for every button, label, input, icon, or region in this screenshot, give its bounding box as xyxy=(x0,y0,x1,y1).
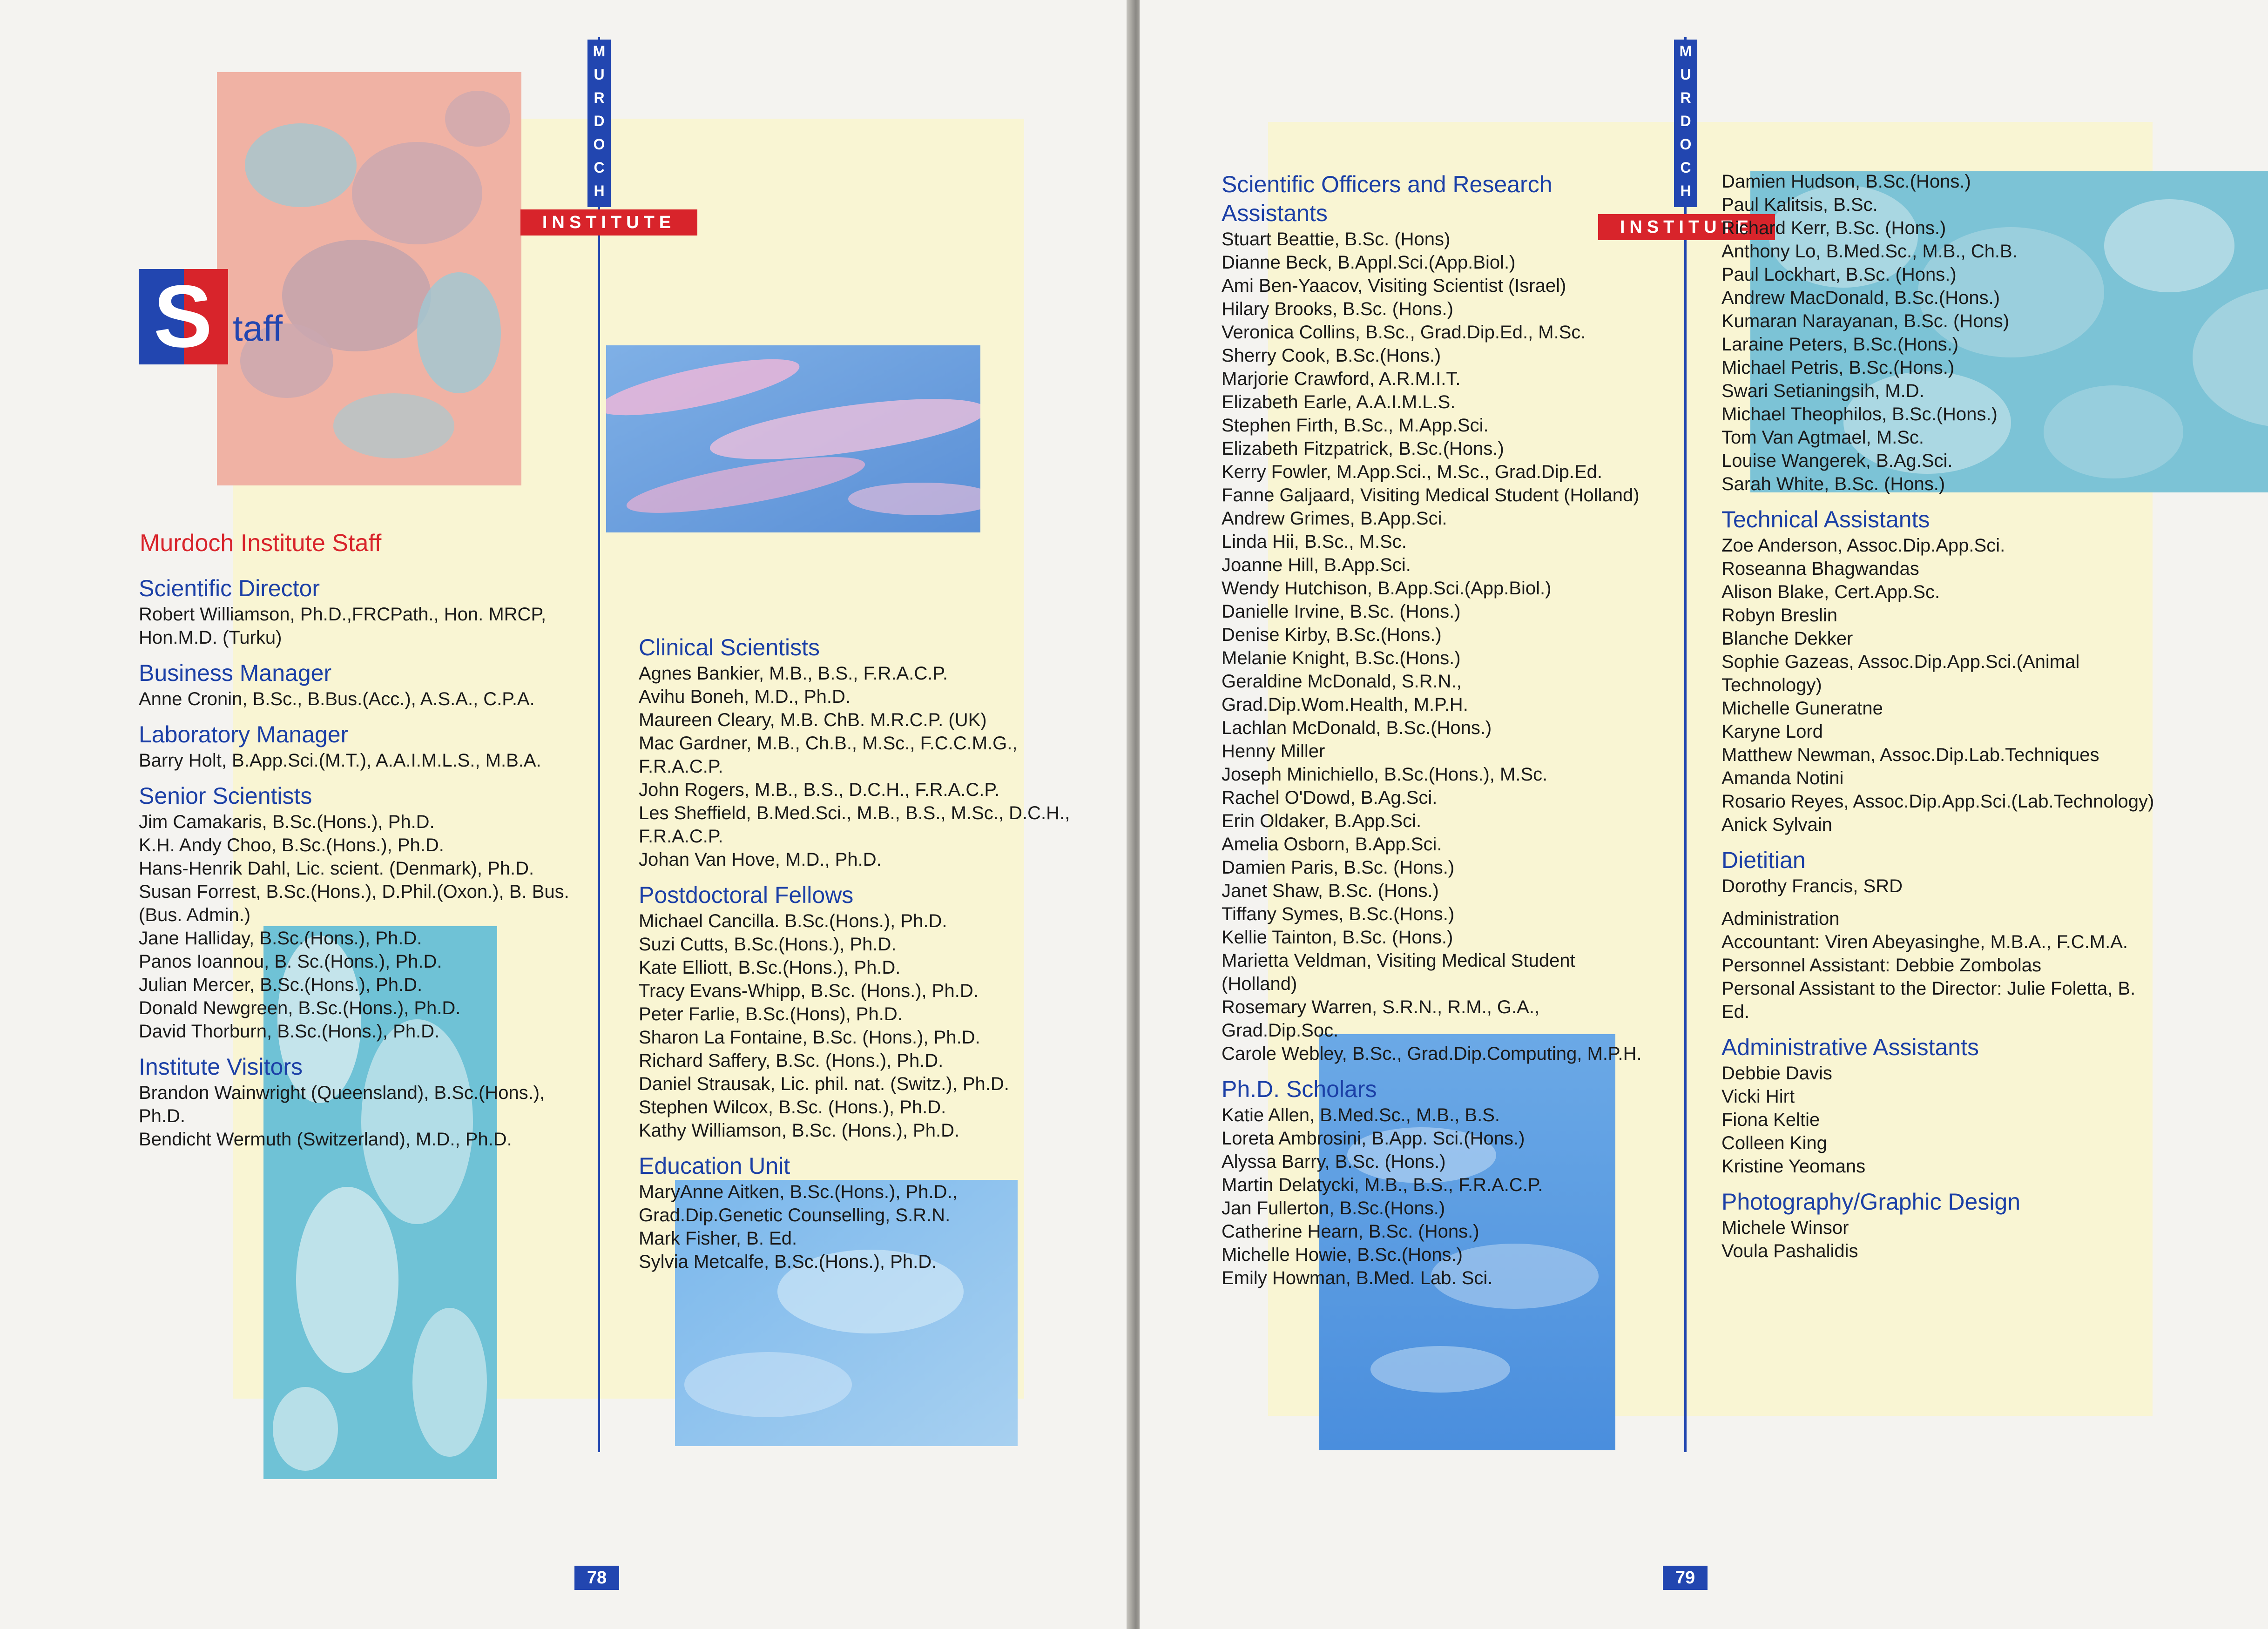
text-line: Grad.Dip.Wom.Health, M.P.H. xyxy=(1222,694,1468,715)
text-line: Fiona Keltie xyxy=(1721,1110,1820,1130)
heading-scientific-director: Scientific Director xyxy=(139,575,320,601)
text-line: Kate Elliott, B.Sc.(Hons.), Ph.D. xyxy=(639,957,901,978)
text-line: Janet Shaw, B.Sc. (Hons.) xyxy=(1222,881,1439,901)
text-line: Personnel Assistant: Debbie Zombolas xyxy=(1721,955,2042,976)
text-line: Accountant: Viren Abeyasinghe, M.B.A., F.C.M.A. xyxy=(1721,932,2128,952)
text-line: Hilary Brooks, B.Sc. (Hons.) xyxy=(1222,299,1453,319)
heading-photography-graphic-design: Photography/Graphic Design xyxy=(1721,1189,2021,1215)
text-line: Tom Van Agtmael, M.Sc. xyxy=(1721,427,1924,448)
text-line: Marjorie Crawford, A.R.M.I.T. xyxy=(1222,369,1461,389)
page-number-left: 78 xyxy=(574,1566,619,1590)
text-line: Denise Kirby, B.Sc.(Hons.) xyxy=(1222,625,1442,645)
heading-scientific-officers: Scientific Officers and Research xyxy=(1222,171,1552,197)
text-line: Hon.M.D. (Turku) xyxy=(139,627,282,648)
text-line: Administration xyxy=(1721,909,1840,929)
text-line: Blanche Dekker xyxy=(1721,628,1853,649)
text-line: Suzi Cutts, B.Sc.(Hons.), Ph.D. xyxy=(639,934,897,955)
text-line: Andrew Grimes, B.App.Sci. xyxy=(1222,508,1447,529)
text-line: Stephen Wilcox, B.Sc. (Hons.), Ph.D. xyxy=(639,1097,946,1117)
institute-banner: INSTITUTE xyxy=(520,209,697,236)
right-column-2 xyxy=(1721,170,2154,1263)
text-line: Alison Blake, Cert.App.Sc. xyxy=(1721,582,1940,602)
text-line: Robert Williamson, Ph.D.,FRCPath., Hon. MRCP, xyxy=(139,604,547,625)
text-line: Roseanna Bhagwandas xyxy=(1721,559,1919,579)
text-line: Jane Halliday, B.Sc.(Hons.), Ph.D. xyxy=(139,928,422,949)
text-line: Anne Cronin, B.Sc., B.Bus.(Acc.), A.S.A., C.P.A. xyxy=(139,689,535,709)
text-line: Mac Gardner, M.B., Ch.B., M.Sc., F.C.C.M.G., xyxy=(639,733,1018,754)
text-line: Brandon Wainwright (Queensland), B.Sc.(Hons.), xyxy=(139,1083,545,1103)
staff-title-rest: taff xyxy=(233,308,283,349)
text-line: Sylvia Metcalfe, B.Sc.(Hons.), Ph.D. xyxy=(639,1252,937,1272)
text-line: Anthony Lo, B.Med.Sc., M.B., Ch.B. xyxy=(1721,241,2018,262)
text-line: Matthew Newman, Assoc.Dip.Lab.Techniques xyxy=(1721,745,2099,765)
heading-senior-scientists: Senior Scientists xyxy=(139,783,312,809)
text-line: Julian Mercer, B.Sc.(Hons.), Ph.D. xyxy=(139,975,423,995)
text-line: Agnes Bankier, M.B., B.S., F.R.A.C.P. xyxy=(639,663,948,684)
text-line: (Holland) xyxy=(1222,974,1297,994)
text-line: Michael Cancilla. B.Sc.(Hons.), Ph.D. xyxy=(639,911,947,931)
institute-banner: INSTITUTE xyxy=(1598,214,1775,240)
sky-pink-image xyxy=(606,345,980,532)
text-line: Michelle Guneratne xyxy=(1721,698,1883,719)
text-line: Loreta Ambrosini, B.App. Sci.(Hons.) xyxy=(1222,1128,1525,1149)
text-line: F.R.A.C.P. xyxy=(639,826,723,847)
heading-administrative-assistants: Administrative Assistants xyxy=(1721,1034,1979,1060)
text-line: Paul Kalitsis, B.Sc. xyxy=(1721,195,1878,215)
text-line: MaryAnne Aitken, B.Sc.(Hons.), Ph.D., xyxy=(639,1182,958,1202)
text-line: Vicki Hirt xyxy=(1721,1086,1795,1107)
text-line: Rosario Reyes, Assoc.Dip.App.Sci.(Lab.Technology) xyxy=(1721,791,2154,812)
page-number-right: 79 xyxy=(1663,1566,1708,1590)
text-line: John Rogers, M.B., B.S., D.C.H., F.R.A.C.P. xyxy=(639,780,1000,800)
text-line: Daniel Strausak, Lic. phil. nat. (Switz.), Ph.D. xyxy=(639,1074,1009,1094)
text-line: (Bus. Admin.) xyxy=(139,905,251,925)
text-line: Rachel O'Dowd, B.Ag.Sci. xyxy=(1222,788,1438,808)
text-line: Panos Ioannou, B. Sc.(Hons.), Ph.D. xyxy=(139,951,442,972)
text-line: Carole Webley, B.Sc., Grad.Dip.Computing, M.P.H. xyxy=(1222,1043,1642,1064)
text-line: Stephen Firth, B.Sc., M.App.Sci. xyxy=(1222,415,1489,436)
heading-technical-assistants: Technical Assistants xyxy=(1721,506,1930,532)
text-line: Stuart Beattie, B.Sc. (Hons) xyxy=(1222,229,1451,249)
text-line: Karyne Lord xyxy=(1721,721,1823,742)
text-line: Richard Saffery, B.Sc. (Hons.), Ph.D. xyxy=(639,1050,944,1071)
left-column-1 xyxy=(139,574,569,1151)
text-line: Michelle Howie, B.Sc.(Hons.) xyxy=(1222,1245,1463,1265)
text-line: Catherine Hearn, B.Sc. (Hons.) xyxy=(1222,1221,1479,1242)
staff-initial: S xyxy=(153,267,213,366)
text-line: Andrew MacDonald, B.Sc.(Hons.) xyxy=(1721,288,2000,308)
text-line: Rosemary Warren, S.R.N., R.M., G.A., xyxy=(1222,997,1540,1017)
masthead-vertical-line xyxy=(1684,37,1687,1452)
text-line: Kerry Fowler, M.App.Sci., M.Sc., Grad.Dip.Ed. xyxy=(1222,462,1603,482)
heading-phd-scholars: Ph.D. Scholars xyxy=(1222,1076,1377,1102)
text-line: Grad.Dip.Genetic Counselling, S.R.N. xyxy=(639,1205,951,1225)
text-line: Kellie Tainton, B.Sc. (Hons.) xyxy=(1222,927,1453,948)
text-line: Jan Fullerton, B.Sc.(Hons.) xyxy=(1222,1198,1445,1218)
masthead-vertical-line xyxy=(598,37,600,1452)
text-line: Melanie Knight, B.Sc.(Hons.) xyxy=(1222,648,1461,668)
text-line: Technology) xyxy=(1721,675,1822,695)
text-line: Paul Lockhart, B.Sc. (Hons.) xyxy=(1721,264,1957,285)
text-line: Elizabeth Earle, A.A.I.M.L.S. xyxy=(1222,392,1456,412)
text-line: Dianne Beck, B.Appl.Sci.(App.Biol.) xyxy=(1222,252,1516,273)
text-line: Anick Sylvain xyxy=(1721,814,1832,835)
text-line: Elizabeth Fitzpatrick, B.Sc.(Hons.) xyxy=(1222,438,1504,459)
heading-scientific-officers-cont: Assistants xyxy=(1222,200,1328,226)
text-line: Linda Hii, B.Sc., M.Sc. xyxy=(1222,532,1407,552)
text-line: Jim Camakaris, B.Sc.(Hons.), Ph.D. xyxy=(139,812,435,832)
text-line: Bendicht Wermuth (Switzerland), M.D., Ph.D. xyxy=(139,1129,512,1150)
text-line: Ph.D. xyxy=(139,1106,186,1126)
text-line: Henny Miller xyxy=(1222,741,1325,761)
text-line: David Thorburn, B.Sc.(Hons.), Ph.D. xyxy=(139,1021,440,1042)
text-line: Michael Petris, B.Sc.(Hons.) xyxy=(1721,357,1955,378)
text-line: Lachlan McDonald, B.Sc.(Hons.) xyxy=(1222,718,1492,738)
text-line: Kathy Williamson, B.Sc. (Hons.), Ph.D. xyxy=(639,1120,960,1141)
text-line: Susan Forrest, B.Sc.(Hons.), D.Phil.(Oxon.), B. Bus. xyxy=(139,882,569,902)
text-line: Danielle Irvine, B.Sc. (Hons.) xyxy=(1222,601,1461,622)
text-line: Johan Van Hove, M.D., Ph.D. xyxy=(639,849,882,870)
text-line: Dorothy Francis, SRD xyxy=(1721,876,1903,896)
heading-laboratory-manager: Laboratory Manager xyxy=(139,721,349,747)
right-page xyxy=(1140,0,2268,1629)
text-line: Voula Pashalidis xyxy=(1721,1241,1858,1261)
heading-education-unit: Education Unit xyxy=(639,1153,790,1179)
text-line: Katie Allen, B.Med.Sc., M.B., B.S. xyxy=(1222,1105,1500,1125)
left-column-2 xyxy=(639,633,1070,1273)
text-line: Kumaran Narayanan, B.Sc. (Hons) xyxy=(1721,311,2010,331)
text-line: Erin Oldaker, B.App.Sci. xyxy=(1222,811,1422,831)
text-line: Robyn Breslin xyxy=(1721,605,1838,626)
text-line: Les Sheffield, B.Med.Sci., M.B., B.S., M.Sc., D.C.H., xyxy=(639,803,1070,823)
heading-postdoctoral-fellows: Postdoctoral Fellows xyxy=(639,882,854,908)
text-line: Amelia Osborn, B.App.Sci. xyxy=(1222,834,1442,855)
text-line: Barry Holt, B.App.Sci.(M.T.), A.A.I.M.L.S., M.B.A. xyxy=(139,750,541,771)
text-line: Tiffany Symes, B.Sc.(Hons.) xyxy=(1222,904,1455,924)
text-line: Avihu Boneh, M.D., Ph.D. xyxy=(639,687,851,707)
text-line: Joanne Hill, B.App.Sci. xyxy=(1222,555,1411,575)
text-line: Martin Delatycki, M.B., B.S., F.R.A.C.P. xyxy=(1222,1175,1543,1195)
text-line: Wendy Hutchison, B.App.Sci.(App.Biol.) xyxy=(1222,578,1552,599)
text-line: F.R.A.C.P. xyxy=(639,756,723,777)
text-line: Hans-Henrik Dahl, Lic. scient. (Denmark), Ph.D. xyxy=(139,858,534,879)
text-line: Laraine Peters, B.Sc.(Hons.) xyxy=(1721,334,1959,355)
text-line: Fanne Galjaard, Visiting Medical Student (Holland) xyxy=(1222,485,1640,505)
text-line: Maureen Cleary, M.B. ChB. M.R.C.P. (UK) xyxy=(639,710,987,730)
heading-dietitian: Dietitian xyxy=(1721,847,1806,873)
text-line: Debbie Davis xyxy=(1721,1063,1832,1084)
text-line: Veronica Collins, B.Sc., Grad.Dip.Ed., M.Sc. xyxy=(1222,322,1586,343)
heading-business-manager: Business Manager xyxy=(139,660,332,686)
text-line: Swari Setianingsih, M.D. xyxy=(1721,381,1924,401)
text-line: Emily Howman, B.Med. Lab. Sci. xyxy=(1222,1268,1493,1288)
text-line: Michael Theophilos, B.Sc.(Hons.) xyxy=(1721,404,1998,424)
micrograph-pink-image xyxy=(217,72,521,485)
text-line: Ami Ben-Yaacov, Visiting Scientist (Israel) xyxy=(1222,276,1566,296)
text-line: Colleen King xyxy=(1721,1133,1827,1153)
section-title: Murdoch Institute Staff xyxy=(140,530,382,557)
murdoch-vertical-word: M U R D O C H xyxy=(1674,40,1697,207)
text-line: Richard Kerr, B.Sc. (Hons.) xyxy=(1721,218,1946,238)
text-line: Damien Hudson, B.Sc.(Hons.) xyxy=(1721,171,1971,192)
text-line: Tracy Evans-Whipp, B.Sc. (Hons.), Ph.D. xyxy=(639,981,979,1001)
text-line: Sherry Cook, B.Sc.(Hons.) xyxy=(1222,345,1441,366)
murdoch-vertical-word: M U R D O C H xyxy=(587,40,611,207)
text-line: Michele Winsor xyxy=(1721,1218,1849,1238)
text-line: Sophie Gazeas, Assoc.Dip.App.Sci.(Animal xyxy=(1721,652,2080,672)
text-line: Mark Fisher, B. Ed. xyxy=(639,1228,797,1249)
text-line: Peter Farlie, B.Sc.(Hons), Ph.D. xyxy=(639,1004,903,1024)
heading-institute-visitors: Institute Visitors xyxy=(139,1054,303,1080)
text-line: Grad.Dip.Soc. xyxy=(1222,1020,1339,1041)
text-line: Zoe Anderson, Assoc.Dip.App.Sci. xyxy=(1721,535,2005,556)
text-line: Joseph Minichiello, B.Sc.(Hons.), M.Sc. xyxy=(1222,764,1548,785)
text-line: Alyssa Barry, B.Sc. (Hons.) xyxy=(1222,1151,1446,1172)
left-page xyxy=(0,0,1131,1629)
text-line: Damien Paris, B.Sc. (Hons.) xyxy=(1222,857,1455,878)
heading-clinical-scientists: Clinical Scientists xyxy=(639,634,820,660)
text-line: Amanda Notini xyxy=(1721,768,1844,788)
text-line: Donald Newgreen, B.Sc.(Hons.), Ph.D. xyxy=(139,998,461,1018)
text-line: Ed. xyxy=(1721,1002,1750,1022)
text-line: Sharon La Fontaine, B.Sc. (Hons.), Ph.D. xyxy=(639,1027,980,1048)
text-line: Louise Wangerek, B.Ag.Sci. xyxy=(1721,451,1953,471)
text-line: Kristine Yeomans xyxy=(1721,1156,1866,1177)
text-line: Geraldine McDonald, S.R.N., xyxy=(1222,671,1462,692)
text-line: Marietta Veldman, Visiting Medical Student xyxy=(1222,950,1575,971)
text-line: Sarah White, B.Sc. (Hons.) xyxy=(1721,474,1945,494)
text-line: Personal Assistant to the Director: Julie Foletta, B. xyxy=(1721,978,2136,999)
text-line: K.H. Andy Choo, B.Sc.(Hons.), Ph.D. xyxy=(139,835,444,855)
right-column-1 xyxy=(1222,170,1642,1290)
